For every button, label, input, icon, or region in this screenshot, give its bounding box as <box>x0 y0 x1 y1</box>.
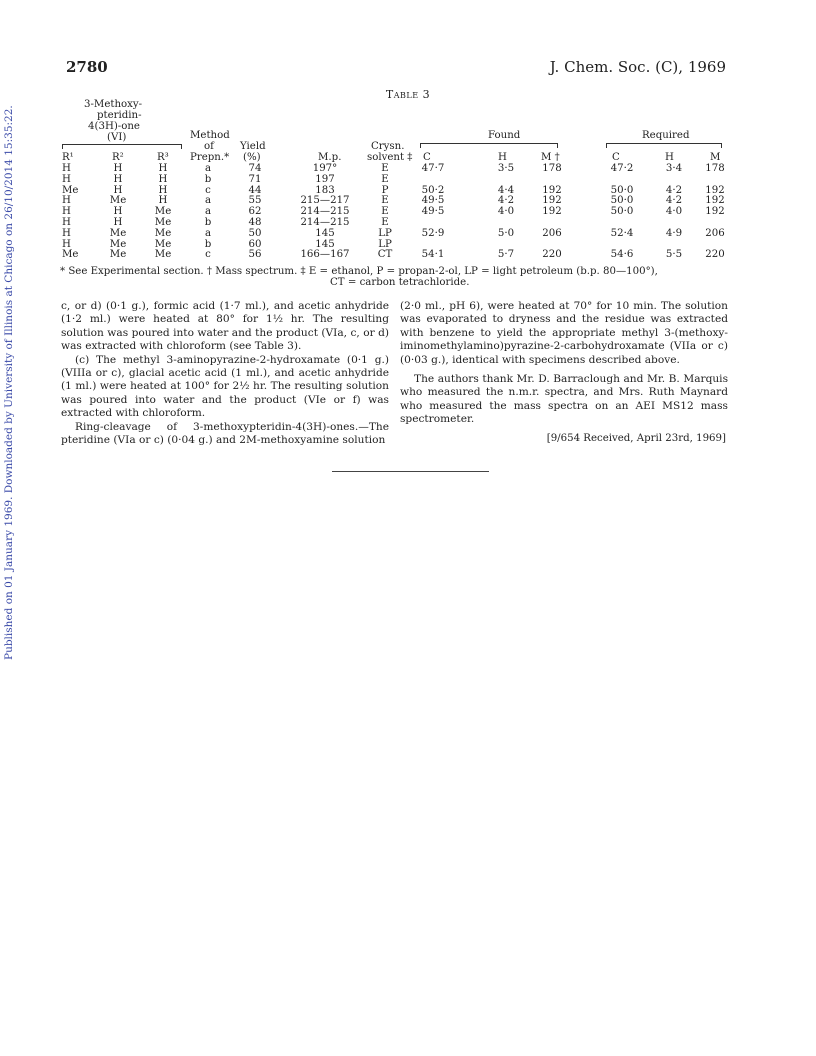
group-brace <box>62 144 182 152</box>
table-cell-r3: Me <box>154 249 172 261</box>
table-cell-r3: Me <box>154 206 172 218</box>
table-cell-r1: H <box>62 206 71 218</box>
table-cell-mp: 214—215 <box>300 206 350 218</box>
paragraph: (c) The methyl 3-aminopyrazine-2-hydroxamate (0·1 g.) (VIIIa or c), glacial acetic acid (1 ml.), and acetic anhydride (1 ml.) were heated at 100° for 2½ hr. The resulting solution was poured into water and the product (VIe or f) was extracted with chloroform. <box>61 353 389 420</box>
header-required: Required <box>642 130 690 141</box>
table-cell-solvent: P <box>381 184 389 196</box>
header-method: Prepn.* <box>190 152 230 163</box>
table-cell-mp: 215—217 <box>300 195 350 207</box>
table-cell-rh: 4·9 <box>665 227 683 239</box>
table-cell-rm: 178 <box>705 163 725 174</box>
table-cell-rh: 4·0 <box>665 206 683 218</box>
table-cell-r2: Me <box>109 227 127 239</box>
table-cell-fm: 206 <box>542 227 562 239</box>
table-cell-rh: 4·2 <box>665 184 683 196</box>
table-cell-method: a <box>204 195 212 207</box>
table-cell-rm: 192 <box>705 206 725 218</box>
header-found: Found <box>488 130 521 141</box>
table-cell-fm: 178 <box>542 163 562 174</box>
page-number: 2780 <box>66 58 108 76</box>
header-method: of <box>204 141 214 152</box>
table-cell-mp: 145 <box>315 227 335 239</box>
table-cell-r1: Me <box>62 249 79 261</box>
header-req-m: M <box>710 152 721 163</box>
table-cell-method: a <box>204 163 212 174</box>
table-cell-r2: H <box>113 206 123 218</box>
table-cell-method: b <box>204 238 212 250</box>
table-cell-rc: 50·0 <box>610 206 634 218</box>
group-label-line: 3-Methoxy- <box>84 99 143 110</box>
table-cell-r1: H <box>62 217 71 228</box>
table-cell-solvent: LP <box>378 238 392 250</box>
table-cell-r3: Me <box>154 238 172 250</box>
table-cell-r1: H <box>62 195 71 207</box>
table-cell-method: b <box>204 217 212 228</box>
table-cell-fh: 5·0 <box>497 227 515 239</box>
paragraph: (2·0 ml., pH 6), were heated at 70° for 10 min. The solution was evaporated to dryness and the residue was extracted with benzene to yield the appropriate methyl 3-(methoxy-iminomethylamino)pyrazine-2-carbohydroxamate (VIIa or c) (0·03 g.), identical with specimens described above. <box>400 300 728 366</box>
table-cell-method: a <box>204 227 212 239</box>
table-cell-r1: H <box>62 227 71 239</box>
table-cell-r1: Me <box>62 184 79 196</box>
table-cell-rm: 192 <box>705 184 725 196</box>
table-cell-rh: 5·5 <box>665 249 683 261</box>
received-reference: [9/654 Received, April 23rd, 1969] <box>546 433 726 444</box>
table-cell-rm: 206 <box>705 227 725 239</box>
table-cell-rc: 52·4 <box>610 227 634 239</box>
table-cell-mp: 183 <box>315 184 335 196</box>
header-found-m: M † <box>541 152 560 163</box>
table-cell-yield: 60 <box>248 238 262 250</box>
table-cell-solvent: E <box>381 195 389 207</box>
table-cell-mp: 197° <box>312 163 338 174</box>
table-cell-method: c <box>205 249 211 261</box>
table-cell-yield: 56 <box>248 249 262 261</box>
table-cell-fm: 192 <box>542 195 562 207</box>
table-cell-method: a <box>204 206 212 218</box>
table-cell-fc: 52·9 <box>421 227 445 239</box>
table-footnote: CT = carbon tetrachloride. <box>330 277 470 288</box>
group-label-line: (VI) <box>107 132 127 143</box>
table-cell-r2: H <box>113 184 123 196</box>
download-notice: Published on 01 January 1969. Downloaded by University of Illinois at Chicago on 26/10/2014 15:35:22. <box>3 105 15 660</box>
table-cell-r1: H <box>62 163 71 174</box>
header-yield: Yield <box>240 141 266 152</box>
table-cell-yield: 55 <box>248 195 262 207</box>
table-cell-fh: 4·0 <box>497 206 515 218</box>
header-solvent: solvent ‡ <box>367 152 413 163</box>
header-req-h: H <box>665 152 674 163</box>
data-table <box>0 0 816 290</box>
table-cell-r3: Me <box>154 217 172 228</box>
table-cell-r3: H <box>158 173 168 185</box>
table-cell-fc: 50·2 <box>421 184 445 196</box>
table-cell-fh: 4·2 <box>497 195 515 207</box>
table-cell-rh: 4·2 <box>665 195 683 207</box>
end-rule <box>332 471 489 472</box>
header-yield: (%) <box>243 152 261 163</box>
header-solvent: Crysn. <box>371 141 405 152</box>
table-cell-fm: 192 <box>542 184 562 196</box>
table-title: Table 3 <box>385 88 431 101</box>
table-cell-solvent: E <box>381 163 389 174</box>
table-cell-mp: 145 <box>315 238 335 250</box>
header-found-h: H <box>498 152 507 163</box>
table-cell-yield: 50 <box>248 227 262 239</box>
table-cell-rc: 50·0 <box>610 195 634 207</box>
found-brace <box>420 143 558 151</box>
header-r2: R² <box>112 152 124 163</box>
left-column <box>61 300 389 447</box>
table-cell-mp: 166—167 <box>300 249 350 261</box>
required-brace <box>606 143 722 151</box>
table-footnote: * See Experimental section. † Mass spectrum. ‡ E = ethanol, P = propan-2-ol, LP = light petroleum (b.p. 80—100°), <box>60 266 658 277</box>
table-cell-solvent: E <box>381 173 389 185</box>
header-req-c: C <box>612 152 620 163</box>
table-cell-method: c <box>205 184 211 196</box>
table-cell-r2: Me <box>109 238 127 250</box>
table-cell-fm: 220 <box>542 249 562 261</box>
header-mp: M.p. <box>318 152 342 163</box>
table-cell-r1: H <box>62 238 71 250</box>
table-cell-r3: Me <box>154 227 172 239</box>
journal-header: J. Chem. Soc. (C), 1969 <box>549 58 726 76</box>
table-cell-yield: 62 <box>248 206 262 218</box>
table-cell-fc: 47·7 <box>421 163 445 174</box>
table-cell-r3: H <box>158 163 168 174</box>
table-cell-r2: Me <box>109 195 127 207</box>
table-cell-fc: 49·5 <box>421 206 445 218</box>
table-cell-yield: 48 <box>248 217 262 228</box>
header-r1: R¹ <box>62 152 74 163</box>
paragraph: Ring-cleavage of 3-methoxypteridin-4(3H)-ones.—The pteridine (VIa or c) (0·04 g.) and 2M-methoxyamine solution <box>61 420 389 447</box>
table-cell-solvent: LP <box>378 227 392 239</box>
table-cell-fh: 5·7 <box>497 249 515 261</box>
table-cell-fm: 192 <box>542 206 562 218</box>
table-cell-r1: H <box>62 173 71 185</box>
table-cell-r2: H <box>113 173 123 185</box>
table-cell-solvent: CT <box>377 249 393 261</box>
table-cell-solvent: E <box>381 206 389 218</box>
group-label-line: pteridin- <box>97 110 142 121</box>
table-cell-rm: 192 <box>705 195 725 207</box>
table-cell-fh: 3·5 <box>497 163 515 174</box>
table-cell-r2: H <box>113 217 123 228</box>
table-cell-fc: 54·1 <box>421 249 445 261</box>
right-column <box>400 300 728 427</box>
table-cell-yield: 71 <box>248 173 262 185</box>
table-cell-r2: Me <box>109 249 127 261</box>
table-cell-method: b <box>204 173 212 185</box>
header-method: Method <box>190 130 230 141</box>
table-cell-yield: 74 <box>248 163 262 174</box>
table-cell-mp: 197 <box>315 173 335 185</box>
table-cell-fh: 4·4 <box>497 184 515 196</box>
header-found-c: C <box>423 152 431 163</box>
header-r3: R³ <box>157 152 169 163</box>
table-cell-rm: 220 <box>705 249 725 261</box>
group-label-line: 4(3H)-one <box>88 121 140 132</box>
table-cell-r3: H <box>158 184 168 196</box>
table-cell-yield: 44 <box>248 184 262 196</box>
paragraph: c, or d) (0·1 g.), formic acid (1·7 ml.), and acetic anhydride (1·2 ml.) were heated at 80° for 1½ hr. The resulting solution was poured into water and the product (VIa, c, or d) was extracted with chloroform (see Table 3). <box>61 300 389 353</box>
table-cell-rc: 54·6 <box>610 249 634 261</box>
acknowledgement: The authors thank Mr. D. Barraclough and Mr. B. Marquis who measured the n.m.r. spectra, and Mrs. Ruth Maynard who measured the mass spectra on an AEI MS12 mass spectrometer. <box>400 373 728 426</box>
table-cell-mp: 214—215 <box>300 217 350 228</box>
table-cell-solvent: E <box>381 217 389 228</box>
table-cell-rc: 47·2 <box>610 163 634 174</box>
table-cell-r2: H <box>113 163 123 174</box>
table-cell-fc: 49·5 <box>421 195 445 207</box>
table-cell-r3: H <box>158 195 168 207</box>
table-cell-rc: 50·0 <box>610 184 634 196</box>
table-cell-rh: 3·4 <box>665 163 683 174</box>
